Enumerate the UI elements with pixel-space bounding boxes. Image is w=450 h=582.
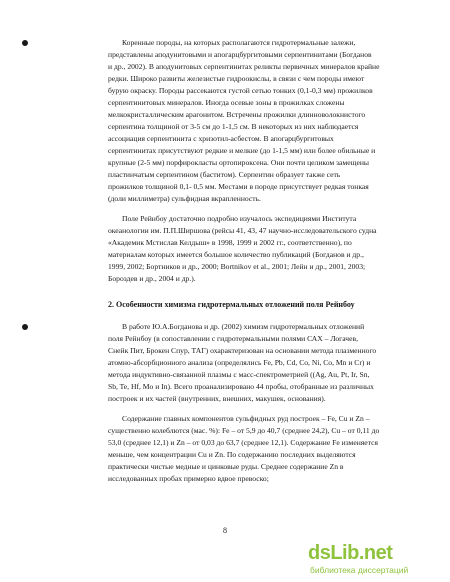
paragraph-line: Sb, Te, Hf, Mo и In). Всего проанализировано 44 пробы, отобранные из различных	[108, 382, 374, 391]
paragraph-line: ассоциация серпентинита с хризотил-асбестом. В апогарцбургитовых	[108, 134, 334, 143]
paragraph-line: «Академик Мстислав Келдыш» в 1998, 1999 и 2002 гг., соответственно), по	[108, 238, 352, 247]
paragraph-line: крупные (2-5 мм) порфирокласты ортопироксена. Они почти целиком замещены	[108, 158, 369, 167]
paragraph-line: атомно-абсорбционного анализа (определялись Fe, Pb, Cd, Co, Ni, Co, Mn и Cr) и	[108, 358, 371, 367]
watermark-subtitle: библиотека диссертаций	[310, 565, 409, 575]
paragraph-line: Снейк Пит, Брокен Спур, ТАГ) охарактеризован на основании метода плазменного	[108, 346, 377, 355]
watermark	[308, 542, 442, 576]
paragraph-line: мелкокристаллическим арагонитом. Встречены прожилки длинноволокнистого	[108, 110, 366, 119]
paragraph-line: Содержание главных компонентов сульфидных руд построек – Fe, Cu и Zn –	[122, 414, 370, 423]
paragraph-line: серпентинитовых минералов. Иногда осевые зоны в прожилках сложены	[108, 98, 345, 107]
paragraph-line: и др., 2002). В аподунитовых серпентинитах реликты первичных минералов крайне	[108, 62, 380, 71]
paragraph-line: метода индуктивно-связанной плазмы с масс-спектрометрией ((Ag, Au, Pt, Ir, Sn,	[108, 370, 370, 379]
paragraph-line: 53,0 (среднее 12,1) и Zn – от 0,03 до 63,7 (среднее 12,1). Содержание Fe изменяется	[108, 438, 378, 447]
paragraph-line: существенно колеблются (мас. %): Fe – от 5,9 до 40,7 (среднее 24,2), Cu – от 0,11 до	[108, 426, 380, 435]
paragraph-line: 1999, 2002; Бортников и др., 2000; Bortnikov et al., 2001; Лейн и др., 2001, 2003;	[108, 262, 366, 271]
page-number: 8	[223, 526, 227, 535]
paragraph-line: прожилков толщиной 0,1- 0,5 мм. Местами в породе присутствует редкая тонкая	[108, 182, 369, 191]
paragraph-line: серпентинитах присутствуют редкие и мелкие (до 1-1,5 мм) или более обильные и	[108, 146, 376, 155]
paragraph-line: бурую окраску. Породы рассекаются густой сетью тонких (0,1-0,3 мм) прожилков	[108, 86, 373, 95]
paragraph-line: материалам которых имеется большое количество публикаций (Богданов и др.,	[108, 250, 364, 259]
paragraph-line: пластинчатым серпентином (баститом). Серпентин образует также сеть	[108, 170, 341, 179]
paragraph-line: серпентина толщиной от 3-5 см до 1-1,5 см. В некоторых из них наблюдается	[108, 122, 359, 131]
paragraph-line: исследованных пробах примерно вдвое превоско;	[108, 474, 269, 483]
paragraph-line: редки. Широко развиты железистые гидроокислы, в связи с чем породы имеют	[108, 74, 365, 83]
watermark-logo: dsLib.net	[308, 542, 393, 564]
paragraph-line: Бороздев и др., 2004 и др.).	[108, 274, 196, 283]
binding-hole-top	[22, 40, 28, 46]
paragraph-line: меньше, чем концентрации Cu и Zn. По содержанию последних выделяются	[108, 450, 356, 459]
paragraph-line: построек и их частей (внутренних, внешних, макушек, основания).	[108, 394, 326, 403]
paragraph-line: поля Рейнбоу (в сопоставлении с гидротермальными полями САХ – Логачев,	[108, 334, 358, 343]
paragraph-line: Поле Рейнбоу достаточно подробно изучалось экспедициями Института	[122, 214, 357, 223]
paragraph-line: Коренные породы, на которых располагаются гидротермальные залежи,	[122, 38, 356, 47]
paragraph-line: В работе Ю.А.Богданова и др. (2002) химизм гидротермальных отложений	[122, 322, 365, 331]
paragraph-line: представлены аподунитовыми и апогарцбургитовыми серпентинитами (Богданов	[108, 50, 372, 59]
binding-hole-bottom	[22, 324, 28, 330]
paragraph-line: (доли миллиметра) сульфидная вкрапленность.	[108, 194, 261, 203]
section-heading: 2. Особенности химизма гидротермальных отложений поля Рейнбоу	[108, 300, 355, 309]
paragraph-line: практически чистые медные и цинковые руды. Среднее содержание Zn в	[108, 462, 344, 471]
paragraph-line: океанологии им. П.П.Ширшова (рейсы 41, 43, 47 научно-исследовательского судна	[108, 226, 377, 235]
